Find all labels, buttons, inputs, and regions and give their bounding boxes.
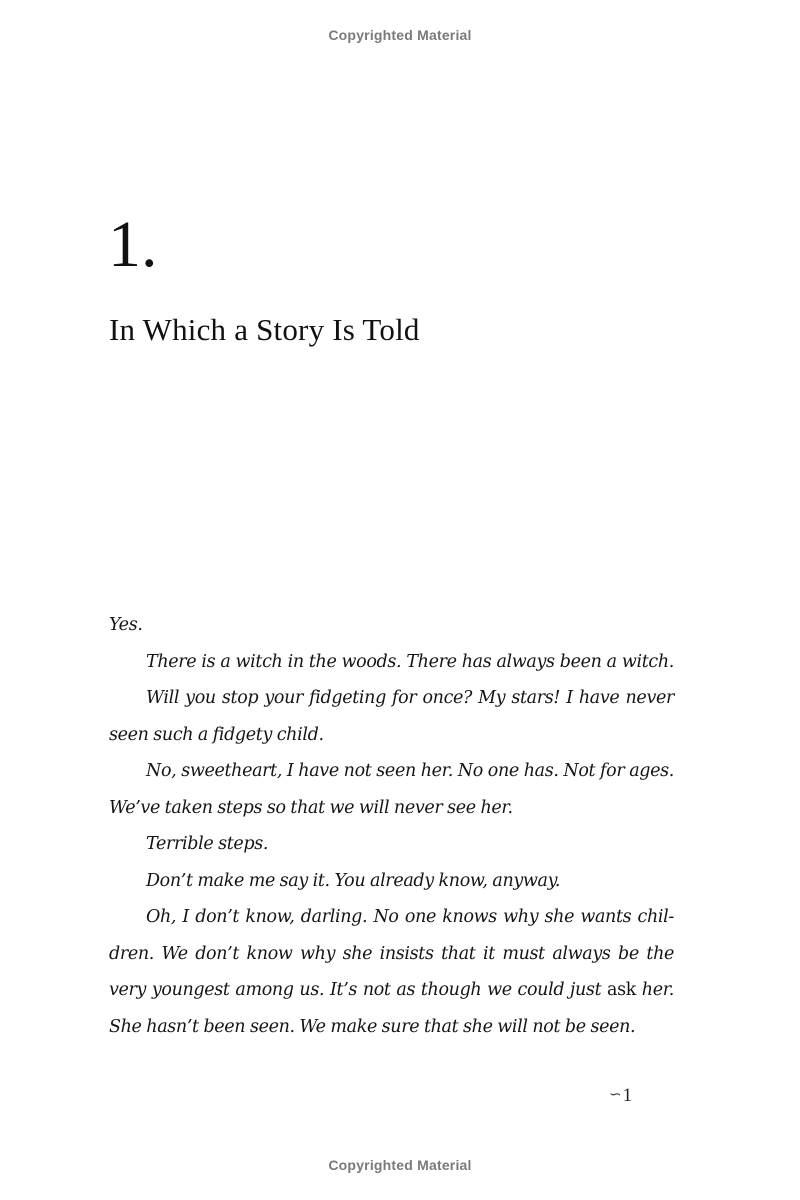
chapter-title: In Which a Story Is Told xyxy=(109,312,420,347)
copyright-watermark-top: Copyrighted Material xyxy=(328,27,472,43)
page-number: 1 xyxy=(622,1085,633,1106)
copyright-watermark-bottom: Copyrighted Material xyxy=(328,1157,472,1173)
text-line: No, sweetheart, I have not seen her. No one has. Not for ages. xyxy=(146,761,674,781)
text-line: We’ve taken steps so that we will never see her. xyxy=(109,797,513,818)
text-line: Terrible steps. xyxy=(146,834,269,854)
text-segment: her. xyxy=(641,980,675,1000)
text-line: Will you stop your fidgeting for once? My stars! I have never xyxy=(146,688,674,708)
text-line: Oh, I don’t know, darling. No one knows why she wants chil- xyxy=(146,907,674,927)
text-line xyxy=(109,972,674,1009)
folio-ornament-icon: ∽ xyxy=(609,1087,622,1103)
roman-emphasis: ask xyxy=(607,980,636,1000)
text-line: dren. We don’t know why she insists that it must always be the xyxy=(109,943,674,964)
chapter-body-text xyxy=(109,607,674,1045)
text-line: She hasn’t been seen. We make sure that she will not be seen. xyxy=(109,1016,636,1037)
text-line: Don’t make me say it. You already know, anyway. xyxy=(146,870,561,891)
text-line: seen such a fidgety child. xyxy=(109,724,324,745)
text-line: Yes. xyxy=(109,615,143,635)
text-line: There is a witch in the woods. There has always been a witch. xyxy=(146,651,674,672)
chapter-number: 1. xyxy=(108,208,158,281)
text-segment: very youngest among us. It’s not as though we could just xyxy=(109,980,602,1000)
page-folio xyxy=(609,1085,632,1107)
